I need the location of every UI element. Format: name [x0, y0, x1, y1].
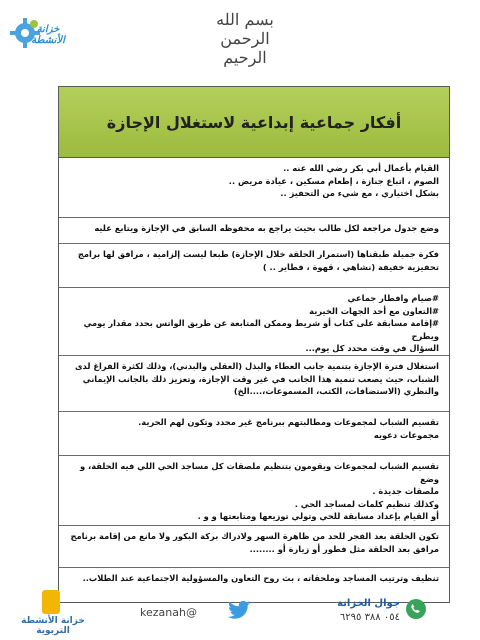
idea-row: [59, 244, 449, 288]
idea-line: فكرة جميلة طبقناها (استمرار الحلقة خلال الإجازة) طبعا ليست إلزامية ، مرافق لها برامج: [77, 249, 439, 259]
idea-line: تنظيف وترتيب المساجد وملحقاته ، بث روح التعاون والمسؤولية الاجتماعية عند الطلاب..: [82, 573, 439, 583]
footer-logo: [8, 590, 98, 636]
idea-line: وضع جدول مراجعة لكل طالب بحيث يراجع به محفوظه السابق في الإجازة ويتابع عليه: [94, 223, 439, 233]
idea-line: بشكل اختياري ، مع شيء من التحفيز ..: [280, 188, 439, 198]
document-title: أفكار جماعية إبداعية لاستغلال الإجازة: [106, 112, 402, 132]
phone-number[interactable]: ٠٥٤ ٣٨٨ ٦٢٩٥: [339, 612, 400, 623]
idea-line: مجموعات دعويه: [373, 429, 439, 440]
idea-line: ملصقات جديدة .: [372, 486, 439, 496]
idea-line: مرافق بعد الحلقة مثل فطور أو زيارة أو ........: [249, 543, 439, 554]
idea-row: [59, 456, 449, 526]
phone-label: جوال الخزانة: [337, 598, 400, 609]
twitter-handle[interactable]: kezanah@: [140, 606, 197, 619]
twitter-icon[interactable]: [228, 600, 250, 620]
top-logo-text: خزانة الأنشطة: [31, 24, 65, 46]
idea-line: الصوم ، اتباع جنازة ، إطعام مسكين ، عيادة مريض ..: [228, 175, 439, 186]
idea-row: [59, 412, 449, 456]
whatsapp-icon[interactable]: [405, 598, 427, 620]
idea-row: [59, 526, 449, 568]
idea-line: والنظري (الاستضافات، الكتب، المسموعات،....الخ): [233, 386, 439, 396]
idea-line: #صيام وافطار جماعي: [347, 293, 439, 303]
idea-row: [59, 158, 449, 218]
footer-brand-text: خزانة الأنشطة التربوية: [21, 616, 85, 636]
idea-line: وكذلك تنظيم كلمات لمساجد الحي .: [294, 498, 439, 509]
bismillah-calligraphy: بسم الله الرحمن الرحيم: [216, 10, 274, 67]
idea-line: تقسيم الشباب لمجموعات ومطالبتهم ببرنامج غير محدد وتكون لهم الحرية.: [138, 417, 439, 427]
idea-line: #التعاون مع أحد الجهات الخيرية: [309, 305, 439, 316]
idea-line: السؤال في وقت محدد كل يوم...: [305, 343, 439, 353]
idea-row: [59, 288, 449, 356]
idea-row: [59, 356, 449, 412]
brand-mark-icon: [42, 590, 60, 614]
idea-line: الشباب، حيث يصعب تنمية هذا الجانب في غير وقت الإجازة، وتعزيز ذلك بالجانب الإيماني: [82, 373, 439, 384]
idea-line: تقسيم الشباب لمجموعات ويقومون بتنظيم ملصقات كل مساجد الحي اللي فيه الحلقة، و وضع: [80, 461, 439, 484]
idea-line: أو القيام بإعداد مسابقة للحي وتولي توزيعها ومتابعتها و و .: [197, 511, 439, 521]
idea-line: تكون الحلقة بعد الفجر للحد من ظاهرة السهر ولادراك بركة البكور ولا مانع من إقامة برنامج: [70, 531, 439, 541]
document-title-bar: [59, 87, 449, 158]
idea-row: [59, 218, 449, 244]
idea-line: القيام بأعمال أبي بكر رضي الله عنه ..: [283, 163, 439, 173]
footer: [0, 590, 480, 640]
idea-line: استغلال فترة الإجازة بتنمية جانب العطاء والبذل (العقلي والبدني)، وذلك لكثرة الفراغ لدى: [74, 361, 439, 371]
top-logo: [6, 4, 70, 60]
ideas-document: [58, 86, 450, 603]
idea-line: #إقامة مسابقة على كتاب أو شريط وممكن المتابعة عن طريق الواتس بحدد مقدار يومي ويطرح: [83, 318, 439, 341]
idea-line: تحفيزية خفيفة (نشاهي ، قهوة ، فطاير .. ): [262, 261, 439, 272]
